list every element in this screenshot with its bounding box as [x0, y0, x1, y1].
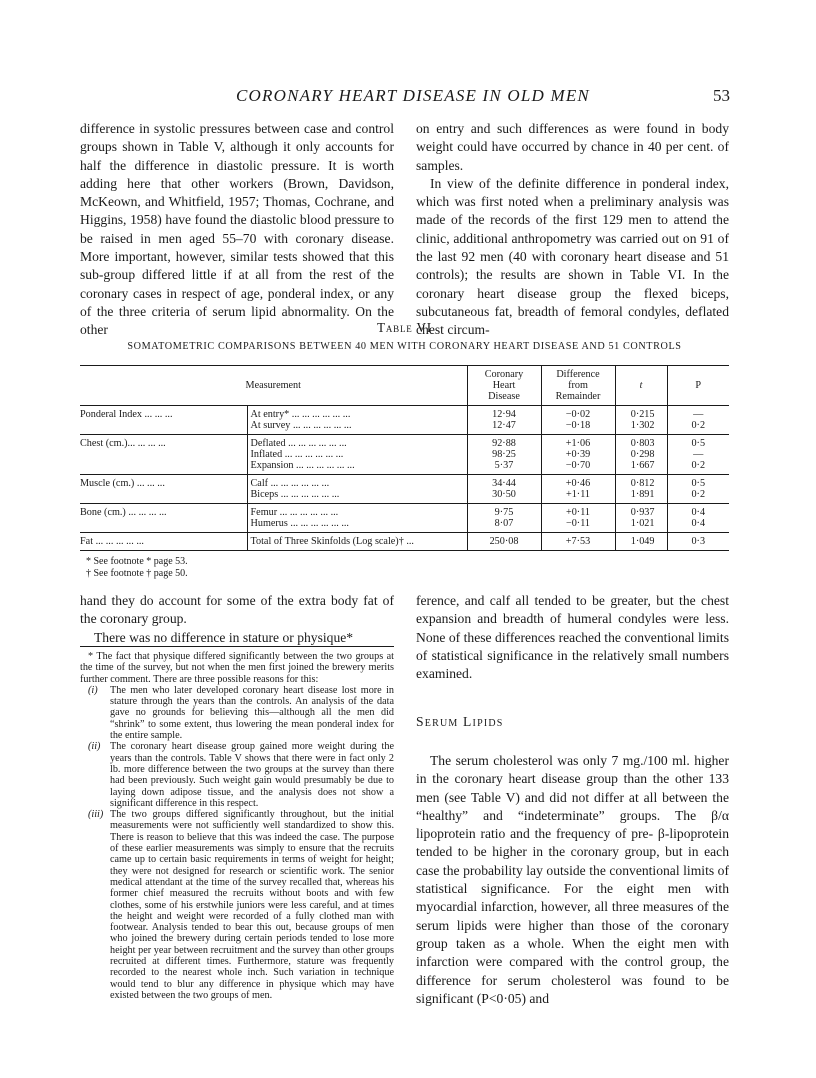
diff-values: [541, 435, 615, 475]
chd-value: 12·94: [492, 409, 516, 420]
table-vi: [80, 320, 729, 547]
p-values: [667, 475, 729, 504]
diff-values: [541, 406, 615, 435]
sub-label: Deflated ... ... ... ... ... ...: [250, 438, 347, 449]
row-sub-labels: [247, 406, 467, 435]
chd-value: 5·37: [494, 460, 514, 471]
p-value: 0·5: [691, 438, 706, 449]
diff-value: +0·39: [565, 449, 591, 460]
paragraph: hand they do account for some of the extra body fat of the coronary group.: [80, 593, 394, 627]
t-value: 1·667: [630, 460, 655, 471]
running-header: [0, 86, 816, 110]
table-title: Table VI: [377, 320, 432, 335]
chd-value: 9·75: [494, 507, 514, 518]
row-sub-labels: [247, 533, 467, 551]
p-values: [667, 533, 729, 551]
paragraph: The serum cholesterol was only 7 mg./100 ml. higher in the coronary heart disease group than the other 133 men (see Table V) and did not differ at all between the “healthy” and “indeterminate” groups. The β/α lipoprotein ratio and the frequency of pre- β-lipoprotein tended to be higher in the coronary group, but in each case the probability lay outside the conventional limits of statistical significance. For the eight men with myocardial infarction, however, all three measures of the serum lipids were higher than those of the coronary group taken as a whole. When the eight men with infarction were compared with the control group, the difference for serum cholesterol was found to be significant (P<0·05) and: [416, 753, 729, 1006]
diff-value: +0·46: [565, 478, 591, 489]
t-values: [615, 435, 667, 475]
p-values: [667, 406, 729, 435]
t-values: [615, 475, 667, 504]
table-footnote: * See footnote * page 53.: [86, 556, 188, 567]
sub-label: Expansion ... ... ... ... ... ...: [250, 460, 355, 471]
chd-value: 92·88: [492, 438, 516, 449]
chd-value: 98·25: [492, 449, 516, 460]
row-label: Bone (cm.) ... ... ... ...: [80, 504, 247, 533]
diff-value: +1·06: [565, 438, 591, 449]
p-value: 0·2: [691, 460, 706, 471]
p-values: [667, 504, 729, 533]
table-footnote: † See footnote † page 50.: [86, 567, 188, 579]
chd-value: 30·50: [492, 489, 516, 500]
chd-value: 250·08: [489, 536, 519, 547]
bottom-left-column: [80, 592, 394, 647]
row-label: Chest (cm.)... ... ... ...: [80, 435, 247, 475]
p-value: 0·3: [691, 536, 706, 547]
p-values: [667, 435, 729, 475]
footnote-list: [80, 685, 394, 1001]
bottom-right-column: [416, 592, 729, 683]
p-value: 0·4: [691, 507, 706, 518]
sub-label: At entry* ... ... ... ... ... ...: [250, 409, 351, 420]
table-row-chest: [80, 435, 729, 475]
table-row-muscle: [80, 475, 729, 504]
t-value: 0·937: [630, 507, 655, 518]
paragraph: There was no difference in stature or physique*: [94, 629, 354, 645]
somatometric-table: [80, 365, 729, 551]
page-footnote: [80, 651, 394, 1001]
footnote-rule: [80, 646, 394, 647]
header-diff-line: Difference: [556, 369, 600, 380]
t-value: 1·021: [630, 518, 655, 529]
paragraph: ference, and calf all tended to be greater, but the chest expansion and breadth of humeral condyles were less. None of these differences reached the conventional limits of statistical significance in the relatively small numbers examined.: [416, 593, 729, 682]
header-chd-line: Disease: [488, 391, 520, 402]
section-heading: Serum Lipids: [416, 714, 504, 729]
footnote-item: [80, 809, 394, 1001]
chd-values: [467, 435, 541, 475]
row-label: Muscle (cm.) ... ... ...: [80, 475, 247, 504]
sub-label: At survey ... ... ... ... ... ...: [250, 420, 352, 431]
footnote-item-text: The two groups differed significantly throughout, but the initial measurements were not sufficiently well standardized to show this. There is reason to believe that this was indeed the case. The purpose of these earlier measurements was simply to ensure that the recruits came up to certain basic requirements in terms of weight for height; they were not designed for research or scientific work. The senior medical attendant at the time of the survey recalled that, whereas his former chief measured the recruits without boots and with few clothes, some of his erstwhile juniors were less careful, and at times the height and weight were recorded of a fully clothed man with footwear. Analysis tended to bear this out, because groups of men who joined the brewery during certain periods tended to lose more height per year between recruitment and the survey than other groups recruited at different times. Furthermore, stature was frequently recorded to the nearest whole inch. Such variation in technique would tend to blur any difference in physique which may have existed between the two groups of men.: [110, 809, 394, 1001]
header-chd-line: Heart: [492, 380, 516, 391]
chd-values: [467, 533, 541, 551]
top-right-column: [416, 120, 729, 340]
p-value: 0·2: [691, 420, 706, 431]
t-value: 1·049: [630, 536, 655, 547]
diff-value: −0·02: [565, 409, 591, 420]
p-value: —: [693, 449, 704, 460]
t-value: 1·302: [630, 420, 655, 431]
header-t: t: [615, 366, 667, 406]
diff-value: −0·11: [565, 518, 591, 529]
chd-value: 8·07: [494, 518, 514, 529]
t-value: 0·298: [630, 449, 655, 460]
chd-values: [467, 406, 541, 435]
t-values: [615, 504, 667, 533]
diff-value: +7·53: [565, 536, 591, 547]
header-diff-line: from: [568, 380, 588, 391]
paragraph: difference in systolic pressures between case and control groups shown in Table V, although it only accounts for half the difference in diastolic pressure. It is worth adding here that other workers (Brown, Davidson, McKeown, and Whitfield, 1957; Thomas, Cochrane, and Higgins, 1958) have found the diastolic blood pressure to be raised in men aged 55–70 with coronary disease. More important, however, similar tests showed that this sub-group differed little if at all from the rest of the coronary cases in respect of age, ponderal index, or any of the three criteria of serum lipid abnormality. On the other: [80, 121, 394, 338]
footnote-item-number: (ii): [88, 741, 101, 753]
sub-label: Inflated ... ... ... ... ... ...: [250, 449, 344, 460]
serum-lipids-column: [416, 752, 729, 1008]
header-measurement: Measurement: [80, 366, 467, 406]
t-values: [615, 406, 667, 435]
p-value: 0·4: [691, 518, 706, 529]
table-row-fat: [80, 533, 729, 551]
t-value: 0·812: [630, 478, 655, 489]
diff-value: +1·11: [565, 489, 591, 500]
table-footnotes: [86, 556, 188, 579]
table-caption: SOMATOMETRIC COMPARISONS BETWEEN 40 MEN WITH CORONARY HEART DISEASE AND 51 CONTROLS: [127, 341, 682, 352]
header-chd-line: Coronary: [484, 369, 524, 380]
paragraph: on entry and such differences as were found in body weight could have occurred by chance in 40 per cent. of samples.: [416, 121, 729, 173]
diff-value: −0·70: [565, 460, 591, 471]
t-value: 0·215: [630, 409, 655, 420]
row-sub-labels: [247, 435, 467, 475]
header-difference: [541, 366, 615, 406]
t-value: 0·803: [630, 438, 655, 449]
footnote-item-text: The coronary heart disease group gained more weight during the years than the controls. Table V shows that there were in fact only 2 lb. more difference between the two groups at the survey than there had been previously. Such weight gain would presumably be due to laying down adipose tissue, and the analysis does not show a significant difference in this respect.: [110, 741, 394, 809]
row-label: Fat ... ... ... ... ...: [80, 533, 247, 551]
row-sub-labels: [247, 504, 467, 533]
chd-value: 34·44: [492, 478, 516, 489]
sub-label: Total of Three Skinfolds (Log scale)† ...: [250, 536, 414, 547]
p-value: 0·5: [691, 478, 706, 489]
footnote-intro: * The fact that physique differed significantly between the two groups at the time of the survey, but not when the men first joined the brewery merits further comment. There are three possible reasons for this:: [80, 651, 394, 685]
sub-label: Femur ... ... ... ... ... ...: [250, 507, 339, 518]
table-row-bone: [80, 504, 729, 533]
p-value: —: [693, 409, 704, 420]
chd-values: [467, 504, 541, 533]
running-title: CORONARY HEART DISEASE IN OLD MEN: [236, 86, 590, 105]
table-header-row: [80, 366, 729, 406]
t-value: 1·891: [630, 489, 655, 500]
top-left-column: [80, 120, 394, 340]
diff-value: −0·18: [565, 420, 591, 431]
diff-values: [541, 475, 615, 504]
diff-values: [541, 533, 615, 551]
sub-label: Calf ... ... ... ... ... ...: [250, 478, 330, 489]
paragraph: In view of the definite difference in ponderal index, which was first noted when a preliminary analysis was made of the records of the first 129 men to attend the clinic, additional anthropometry was carried out on 91 of the last 92 men (40 with coronary heart disease and 51 controls); the results are shown in Table VI. In the coronary heart disease group the flexed biceps, subcutaneous fat, breadth of femoral condyles, deflated chest circum-: [416, 175, 729, 338]
row-label: Ponderal Index ... ... ...: [80, 406, 247, 435]
footnote-item-number: (iii): [88, 809, 104, 821]
diff-values: [541, 504, 615, 533]
header-diff-line: Remainder: [555, 391, 601, 402]
row-sub-labels: [247, 475, 467, 504]
chd-value: 12·47: [492, 420, 516, 431]
footnote-item-text: The men who later developed coronary heart disease lost more in stature through the years than the controls. An analysis of the data gave no grounds for believing this—although all the men did “shrink” to some extent, thus lowering the mean ponderal index for the entire sample.: [110, 684, 394, 742]
footnote-item: [80, 685, 394, 741]
footnote-item-number: (i): [88, 684, 98, 696]
sub-label: Biceps ... ... ... ... ... ...: [250, 489, 340, 500]
page-number: 53: [713, 86, 730, 105]
footnote-item: [80, 741, 394, 809]
chd-values: [467, 475, 541, 504]
diff-value: +0·11: [565, 507, 591, 518]
t-values: [615, 533, 667, 551]
sub-label: Humerus ... ... ... ... ... ...: [250, 518, 349, 529]
header-chd: [467, 366, 541, 406]
table-row-ponderal-index: [80, 406, 729, 435]
p-value: 0·2: [691, 489, 706, 500]
header-p: P: [667, 366, 729, 406]
